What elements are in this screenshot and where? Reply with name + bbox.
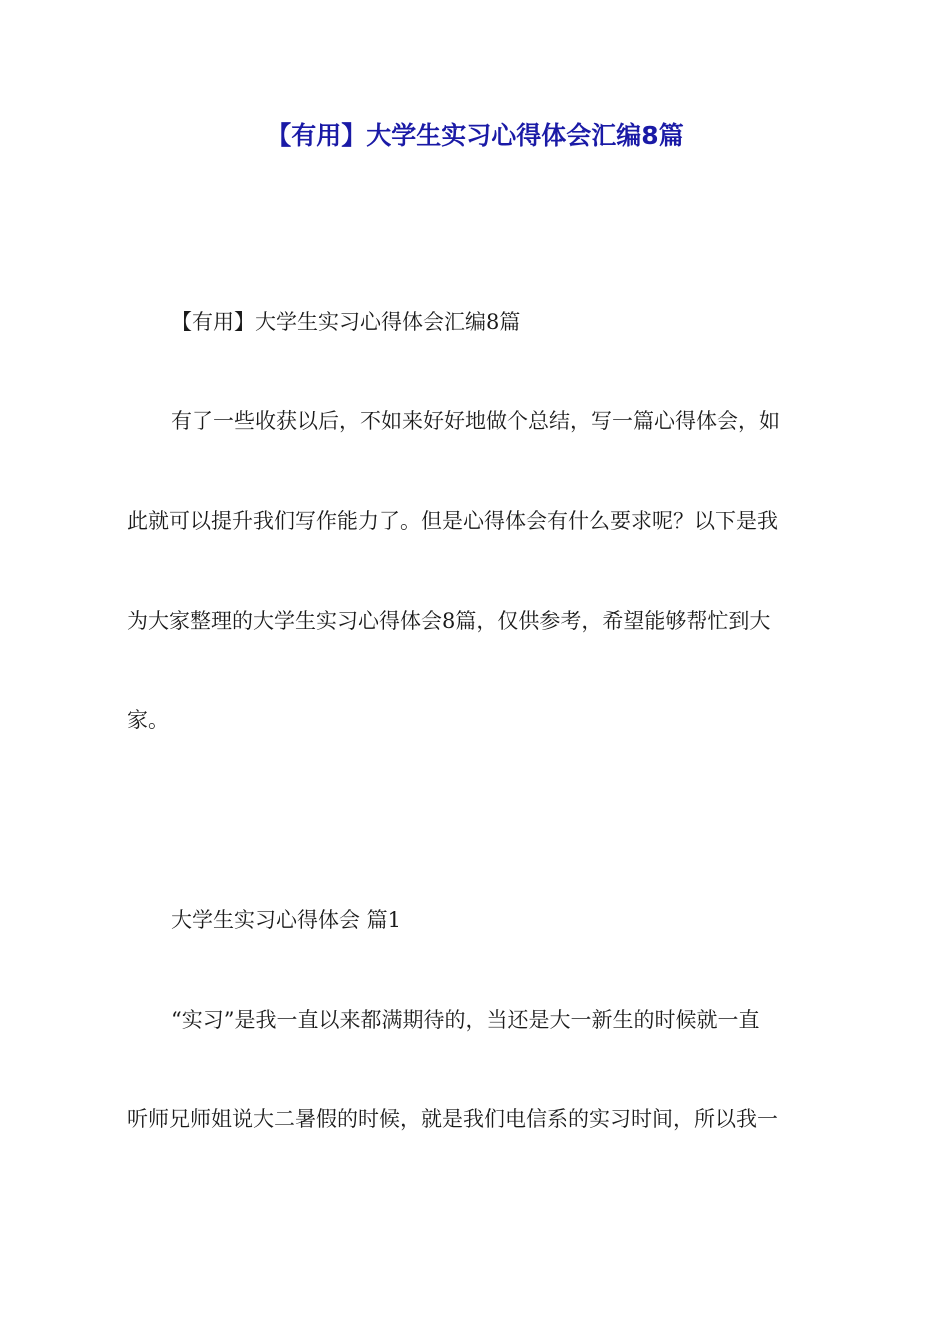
intro-line-4: 家。 [127,708,169,732]
document-title: 【有用】大学生实习心得体会汇编8篇 [266,121,684,150]
intro-line-1: 有了一些收获以后，不如来好好地做个总结，写一篇心得体会，如 [171,409,780,433]
intro-line-3: 为大家整理的大学生实习心得体会8篇，仅供参考，希望能够帮忙到大 [127,609,771,633]
intro-line-2: 此就可以提升我们写作能力了。但是心得体会有什么要求呢？以下是我 [127,509,778,533]
document-subtitle: 【有用】大学生实习心得体会汇编8篇 [171,310,521,334]
section-line-1: “实习”是我一直以来都满期待的，当还是大一新生的时候就一直 [171,1008,760,1032]
section-heading: 大学生实习心得体会 篇1 [171,908,402,932]
section-line-2: 听师兄师姐说大二暑假的时候，就是我们电信系的实习时间，所以我一 [127,1107,778,1131]
